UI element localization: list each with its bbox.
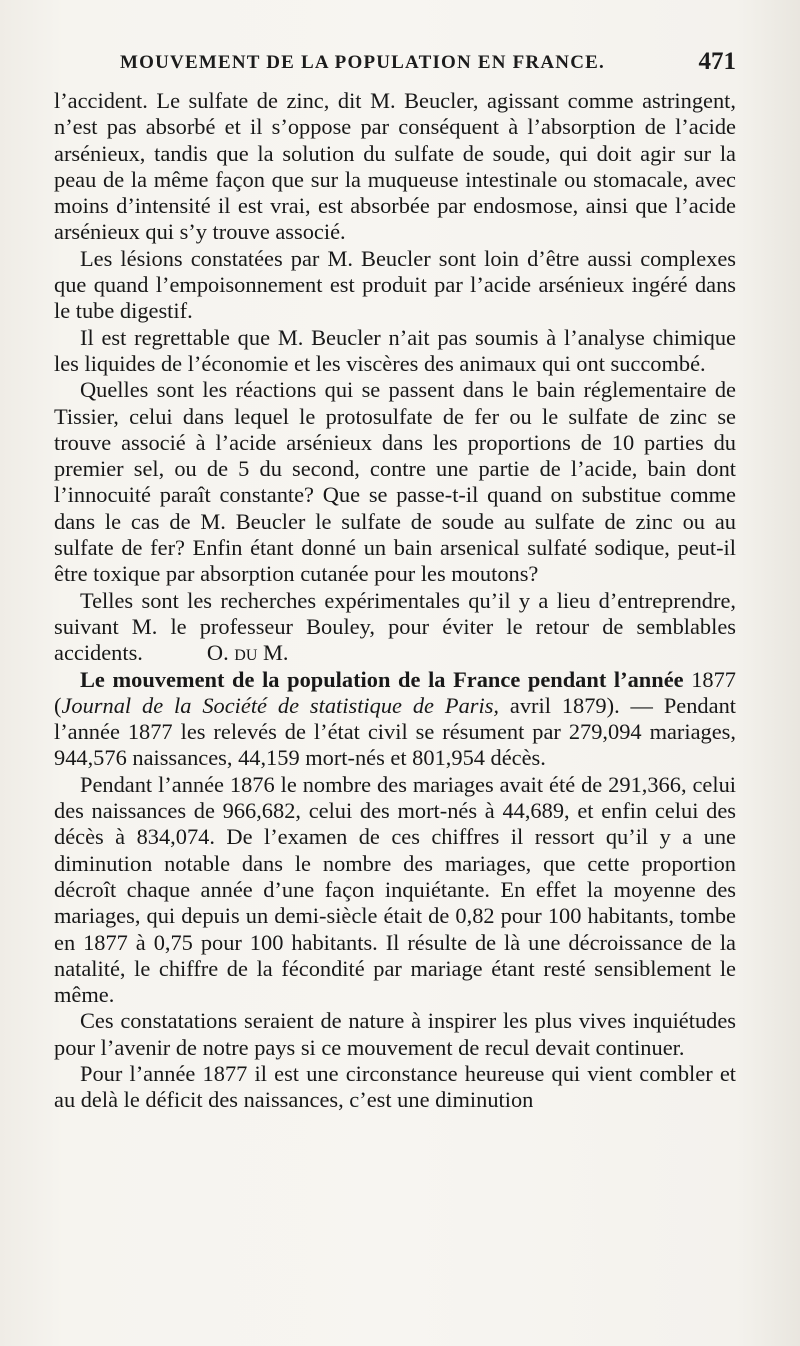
paragraph-concerns: Ces constatations seraient de nature à inspirer les plus vives inquiétudes pour l’avenir de notre pays si ce mouvement de recul devait continuer.: [54, 1008, 736, 1060]
paragraph-arsenic-absorption: l’accident. Le sulfate de zinc, dit M. Beucler, agissant comme astringent, n’est pas absorbé et il s’oppose par conséquent à l’absorption de l’acide arsénieux, tandis que la solution du sulfate de soude, qui doit agir sur la peau de la même façon que sur la muqueuse intestinale ou stomacale, avec moins d’intensité il est vrai, est absorbée par endosmose, ainsi que l’acide arsénieux qui s’y trouve associé.: [54, 88, 736, 245]
experimental-research-text: Telles sont les recherches expérimentales qu’il y a lieu d’entreprendre, suivant M. le professeur Bouley, pour éviter le retour de semblables accidents.: [54, 587, 736, 666]
section-heading: Le mouvement de la population de la France pendant l’année: [80, 666, 684, 692]
paragraph-population-1877: [54, 667, 736, 772]
paragraph-regret-analysis: Il est regrettable que M. Beucler n’ait pas soumis à l’analyse chimique les liquides de l’économie et les viscères des animaux qui ont succombé.: [54, 324, 736, 376]
running-title: MOUVEMENT DE LA POPULATION EN FRANCE.: [120, 52, 605, 73]
heading-year: 1877 (: [54, 666, 736, 718]
paragraph-favorable-circumstance: Pour l’année 1877 il est une circonstance heureuse qui vient combler et au delà le déficit des naissances, c’est une diminution: [54, 1060, 736, 1113]
paragraph-population-1876: Pendant l’année 1876 le nombre des mariages avait été de 291,366, celui des naissances de 966,682, celui des mort-nés à 44,689, et enfin celui des décès à 834,074. De l’examen de ces chiffres il ressort qu’il y a une diminution notable dans le nombre des mariages, que cette proportion décroît chaque année d’une façon inquiétante. En effet la moyenne des mariages, qui depuis un demi-siècle était de 0,82 pour 100 habitants, tombe en 1877 à 0,75 pour 100 habitants. Il résulte de là une décroissance de la natalité, le chiffre de la fécondité par mariage étant resté sensiblement le même.: [54, 771, 736, 1008]
paragraph-lesions: Les lésions constatées par M. Beucler sont loin d’être aussi complexes que quand l’empoisonnement est produit par l’acide arsénieux ingéré dans le tube digestif.: [54, 245, 736, 324]
author-signature: O. du M.: [206, 640, 289, 666]
body-text: [54, 88, 736, 1114]
page-number: 471: [698, 48, 736, 75]
page-header: [60, 46, 736, 86]
paragraph-bath-reactions: Quelles sont les réactions qui se passent dans le bain réglementaire de Tissier, celui dans lequel le protosulfate de fer ou le sulfate de zinc se trouve associé à l’acide arsénieux dans les proportions de 10 parties du premier sel, ou de 5 du second, contre une partie de l’acide, bain dont l’innocuité paraît constante? Que se passe-t-il quand on substitue comme dans le cas de M. Beucler le sulfate de soude au sulfate de zinc ou au sulfate de fer? Enfin étant donné un bain arsenical sulfaté sodique, peut-il être toxique par absorption cutanée pour les moutons?: [54, 377, 736, 587]
journal-reference: Journal de la Société de statistique de Paris,: [61, 692, 500, 718]
population-1877-text: avril 1879). — Pendant l’année 1877 les relevés de l’état civil se résument par 279,094 mariages, 944,576 naissances, 44,159 mort-nés et 801,954 décès.: [54, 692, 736, 771]
paragraph-experimental-research: [54, 588, 736, 667]
